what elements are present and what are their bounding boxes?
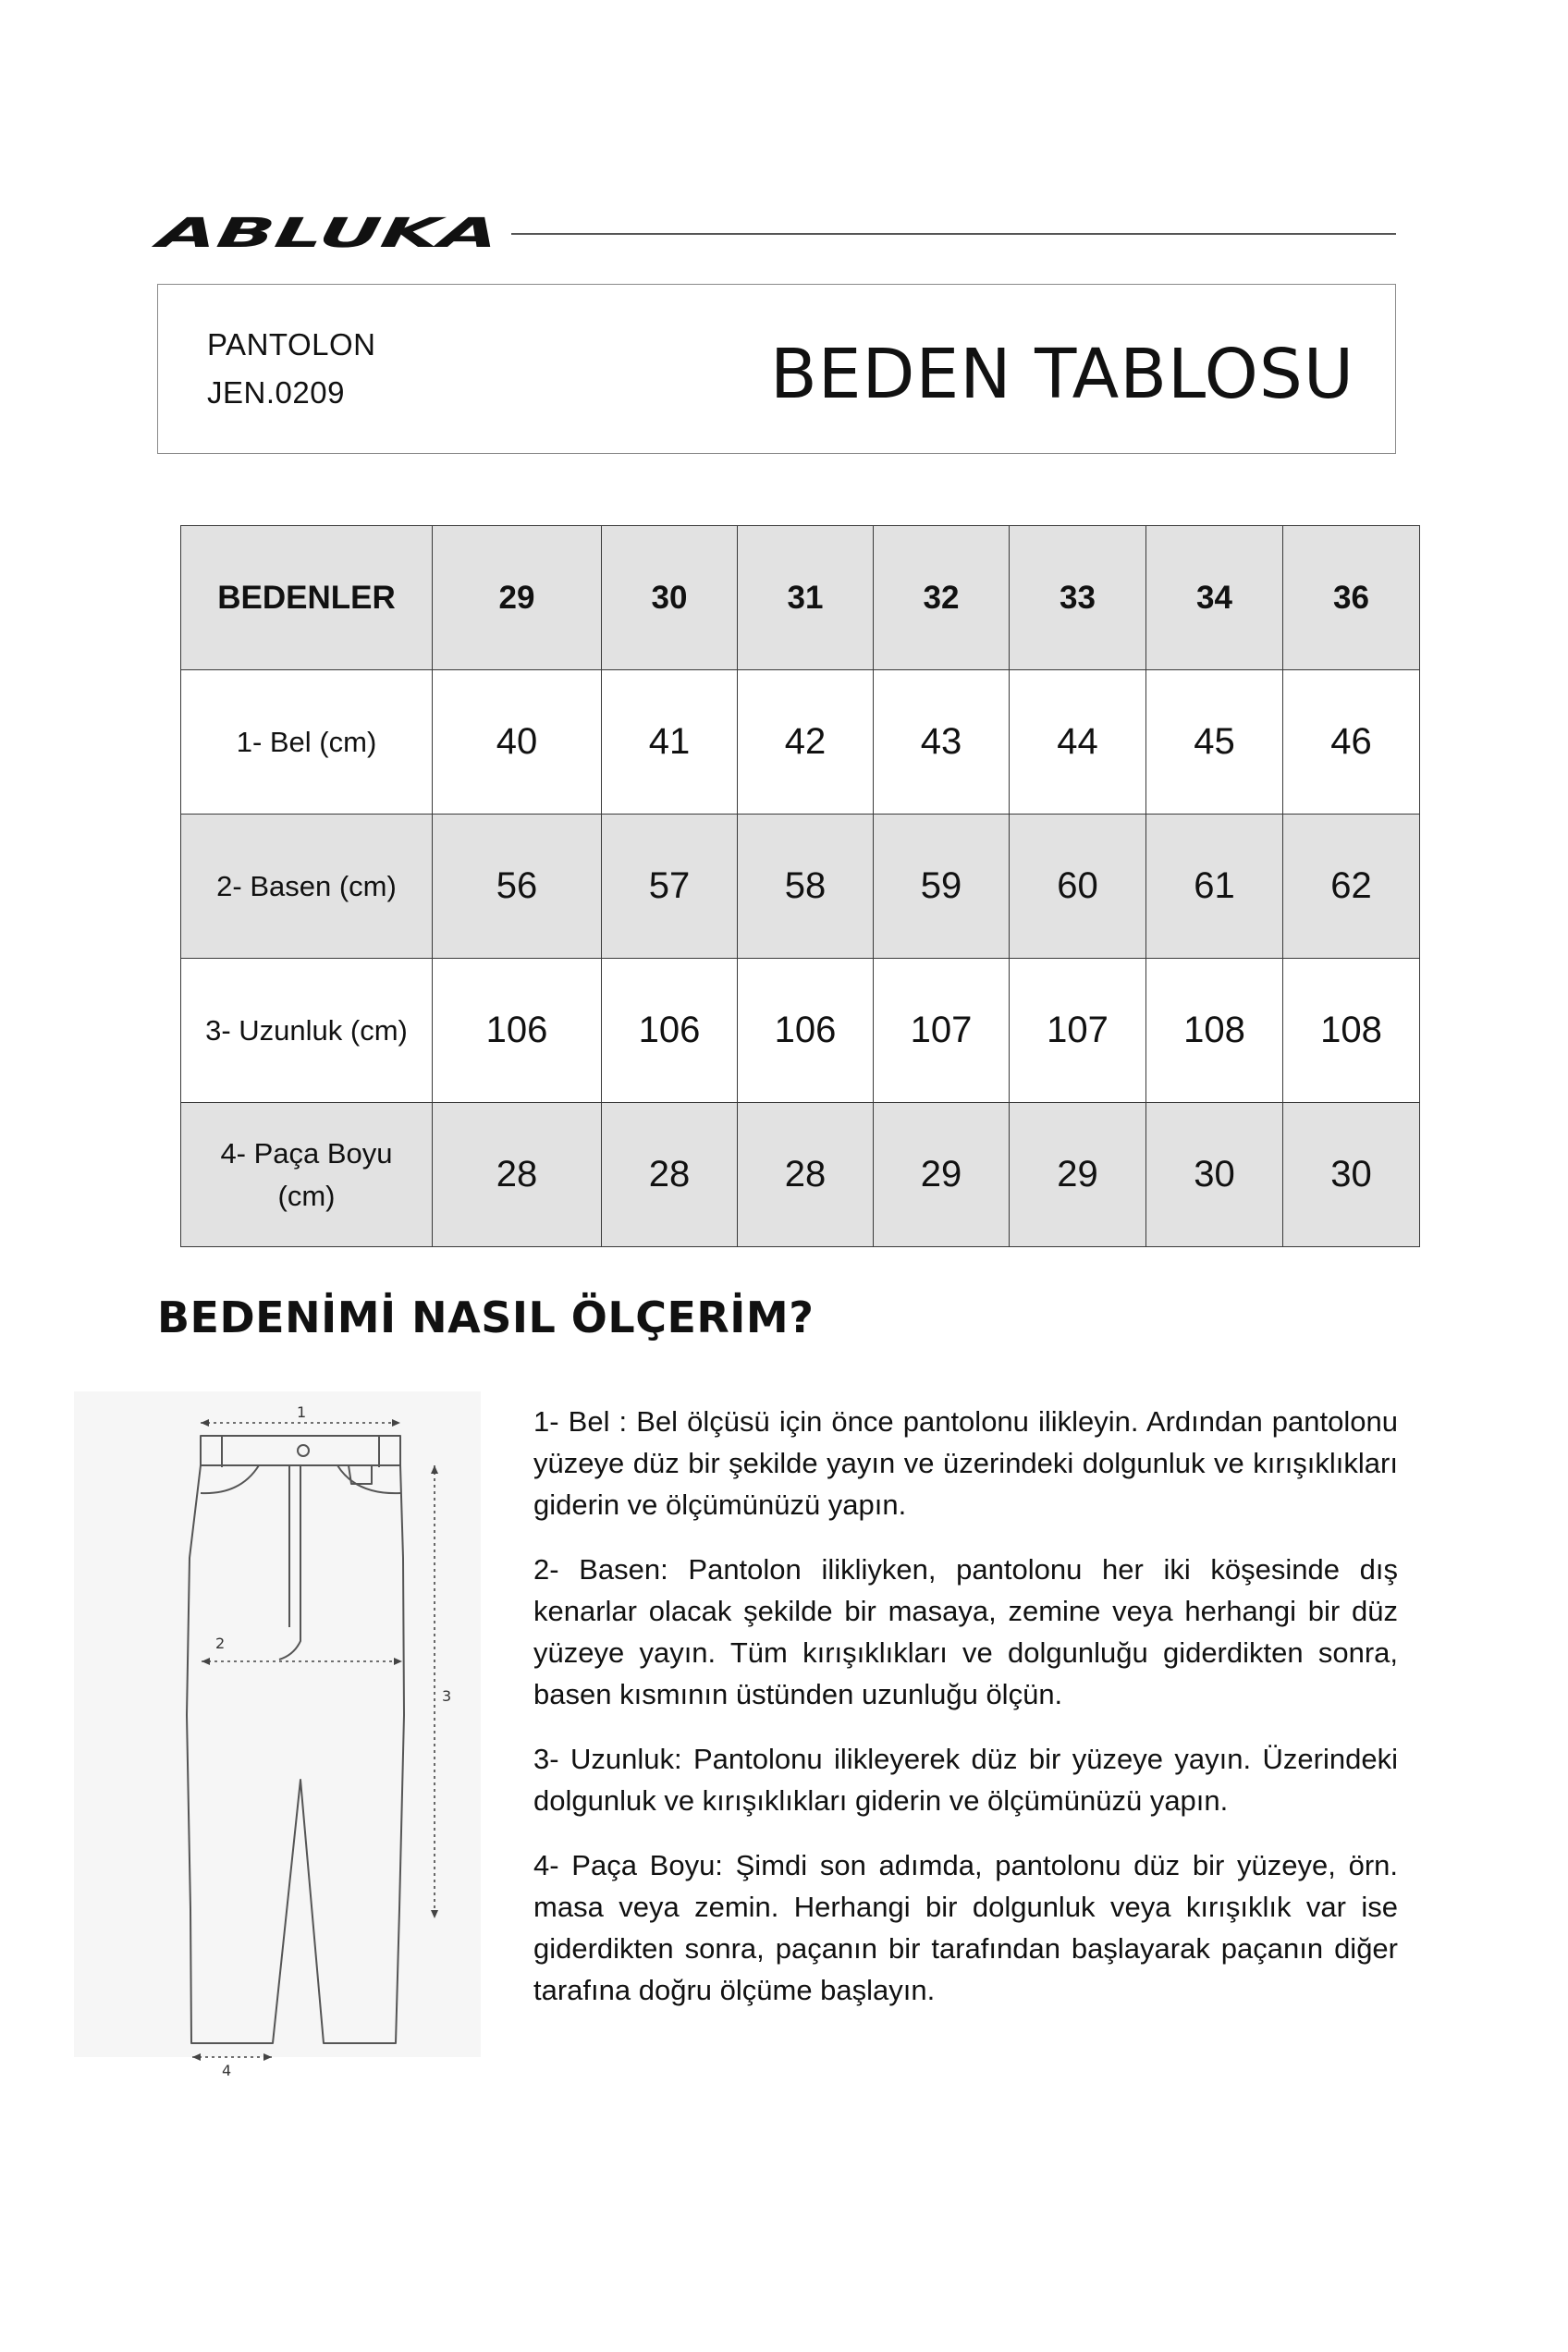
table-cell: 107 — [874, 959, 1010, 1103]
table-cell: 58 — [738, 815, 874, 959]
table-cell: 107 — [1010, 959, 1146, 1103]
size-header-cell: 29 — [433, 526, 602, 670]
size-header-label: BEDENLER — [181, 526, 433, 670]
instruction-step: 1- Bel : Bel ölçüsü için önce pantolonu ilikleyin. Ardından pantolonu yüzeye düz bir şekilde yayın ve üzerindeki dolgunluk ve kırışıklıkları giderin ve ölçümünüzü yapın. — [533, 1405, 1398, 1521]
table-cell: 42 — [738, 670, 874, 815]
instruction-step: 4- Paça Boyu: Şimdi son adımda, pantolonu düz bir yüzeye, örn. masa veya zemin. Herhangi bir dolgunluk veya kırışıklık var ise giderdikten sonra, paçanın bir tarafından başlayarak paçanın diğer tarafına doğru ölçüme başlayın. — [533, 1849, 1398, 2006]
size-header-cell: 31 — [738, 526, 874, 670]
table-cell: 57 — [602, 815, 738, 959]
table-cell: 30 — [1146, 1103, 1283, 1247]
table-cell: 28 — [602, 1103, 738, 1247]
row-label: 3- Uzunluk (cm) — [181, 959, 433, 1103]
table-cell: 108 — [1146, 959, 1283, 1103]
table-cell: 40 — [433, 670, 602, 815]
table-cell: 59 — [874, 815, 1010, 959]
table-cell: 28 — [433, 1103, 602, 1247]
row-label: 4- Paça Boyu (cm) — [181, 1103, 433, 1247]
table-cell: 28 — [738, 1103, 874, 1247]
table-cell: 108 — [1283, 959, 1420, 1103]
table-cell: 41 — [602, 670, 738, 815]
table-cell: 106 — [602, 959, 738, 1103]
section-title: BEDENİMİ NASIL ÖLÇERİM? — [157, 1292, 815, 1342]
pants-diagram — [74, 1391, 481, 2079]
row-label: 2- Basen (cm) — [181, 815, 433, 959]
instruction-step: 3- Uzunluk: Pantolonu ilikleyerek düz bir yüzeye yayın. Üzerindeki dolgunluk ve kırışıklıkları giderin ve ölçümünüzü yapın. — [533, 1743, 1398, 1817]
table-row — [181, 670, 1420, 815]
diagram-label-length: 3 — [442, 1687, 452, 1705]
table-row — [181, 1103, 1420, 1247]
instruction-step: 2- Basen: Pantolon ilikliyken, pantolonu her iki köşesinde dış kenarlar olacak şekilde bir masaya, zemine veya herhangi bir düz yüzeye yayın. Tüm kırışıklıkları ve dolgunluğu giderdikten sonra, basen kısmının üstünden uzunluğu ölçün. — [533, 1553, 1398, 1710]
table-cell: 46 — [1283, 670, 1420, 815]
diagram-label-hem: 4 — [222, 2062, 232, 2079]
table-cell: 60 — [1010, 815, 1146, 959]
row-label: 1- Bel (cm) — [181, 670, 433, 815]
table-cell: 62 — [1283, 815, 1420, 959]
size-header-cell: 33 — [1010, 526, 1146, 670]
table-row — [181, 815, 1420, 959]
product-code: JEN.0209 — [207, 375, 345, 410]
size-header-cell: 30 — [602, 526, 738, 670]
table-cell: 56 — [433, 815, 602, 959]
size-header-cell: 36 — [1283, 526, 1420, 670]
brand-logo — [154, 210, 501, 257]
brand-divider — [511, 233, 1396, 235]
size-table — [180, 525, 1420, 1247]
table-cell: 45 — [1146, 670, 1283, 815]
table-cell: 44 — [1010, 670, 1146, 815]
brand-row — [154, 210, 1396, 257]
table-cell: 43 — [874, 670, 1010, 815]
table-cell: 29 — [1010, 1103, 1146, 1247]
table-cell: 106 — [433, 959, 602, 1103]
size-header-row — [181, 526, 1420, 670]
measurement-instructions — [533, 1401, 1398, 2034]
header-box — [157, 284, 1396, 454]
diagram-label-waist: 1 — [297, 1403, 307, 1421]
diagram-label-hip: 2 — [215, 1635, 226, 1652]
product-type: PANTOLON — [207, 327, 376, 361]
table-row — [181, 959, 1420, 1103]
table-cell: 61 — [1146, 815, 1283, 959]
page-title: BEDEN TABLOSU — [770, 335, 1354, 414]
table-cell: 30 — [1283, 1103, 1420, 1247]
brand-name: ABLUKA — [154, 210, 344, 257]
table-cell: 29 — [874, 1103, 1010, 1247]
table-cell: 106 — [738, 959, 874, 1103]
size-header-cell: 32 — [874, 526, 1010, 670]
size-header-cell: 34 — [1146, 526, 1283, 670]
